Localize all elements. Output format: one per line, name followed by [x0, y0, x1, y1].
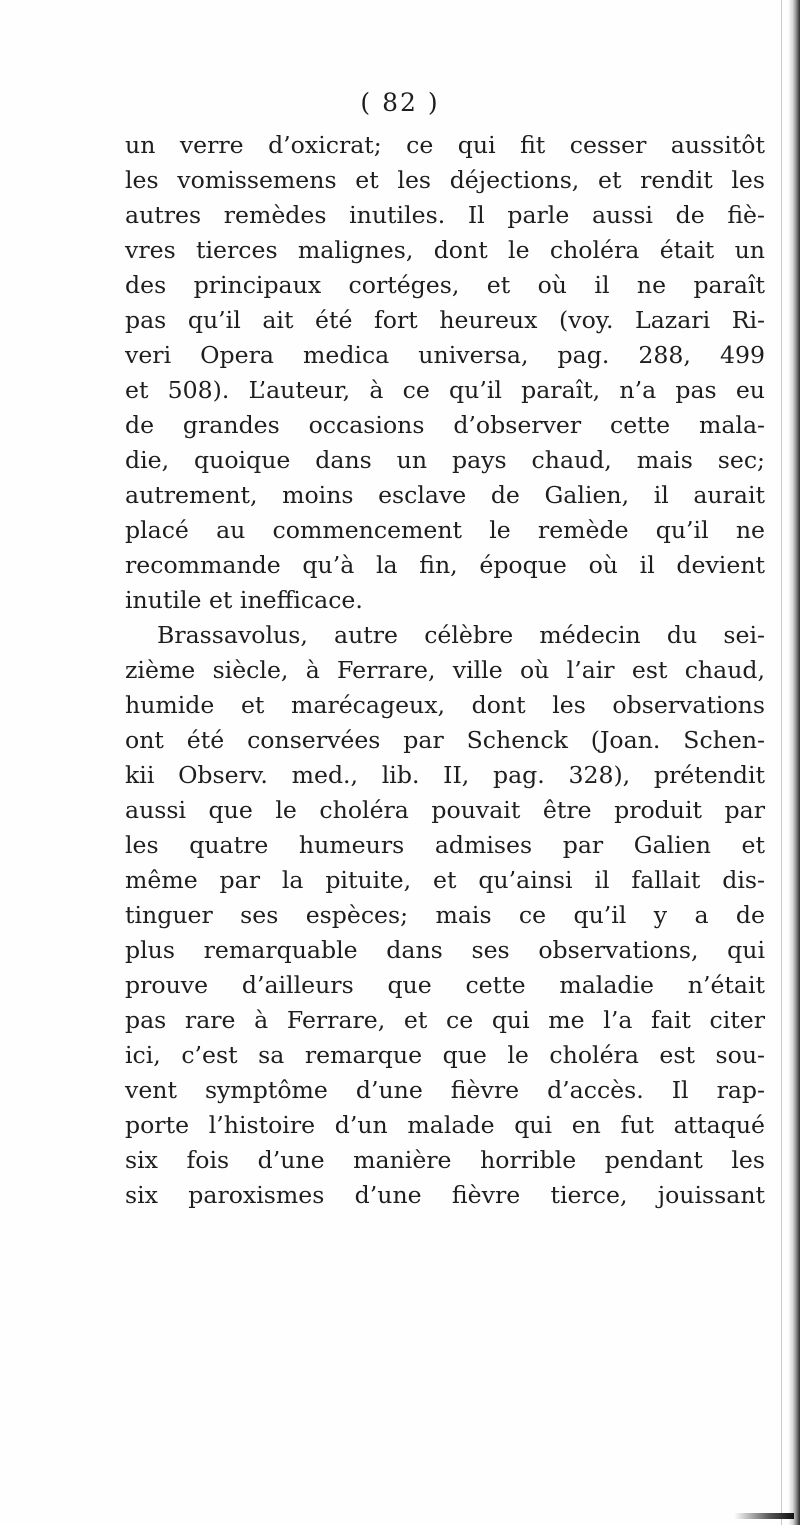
- text-line: les quatre humeurs admises par Galien et: [125, 831, 765, 859]
- text-line: humide et marécageux, dont les observations: [125, 691, 765, 719]
- text-line: autres remèdes inutiles. Il parle aussi de fiè-: [125, 201, 765, 229]
- text-line: six paroxismes d’une fièvre tierce, jouissant: [125, 1181, 765, 1209]
- text-line: porte l’histoire d’un malade qui en fut attaqué: [125, 1111, 765, 1139]
- text-line: tinguer ses espèces; mais ce qu’il y a de: [125, 901, 765, 929]
- text-line: kii Observ. med., lib. II, pag. 328), prétendit: [125, 761, 765, 789]
- text-line: vent symptôme d’une fièvre d’accès. Il rap-: [125, 1076, 765, 1104]
- paragraph-end-line: inutile et inefficace.: [125, 586, 363, 614]
- text-line: recommande qu’à la fin, époque où il devient: [125, 551, 765, 579]
- text-line: zième siècle, à Ferrare, ville où l’air est chaud,: [125, 656, 765, 684]
- text-line: six fois d’une manière horrible pendant les: [125, 1146, 765, 1174]
- text-line: vres tierces malignes, dont le choléra était un: [125, 236, 765, 264]
- text-line: pas rare à Ferrare, et ce qui me l’a fait citer: [125, 1006, 765, 1034]
- text-line: pas qu’il ait été fort heureux (voy. Lazari Ri-: [125, 306, 765, 334]
- text-line: et 508). L’auteur, à ce qu’il paraît, n’a pas eu: [125, 376, 765, 404]
- text-line: prouve d’ailleurs que cette maladie n’était: [125, 971, 765, 999]
- text-line: même par la pituite, et qu’ainsi il fallait dis-: [125, 866, 765, 894]
- text-line: des principaux cortéges, et où il ne paraît: [125, 271, 765, 299]
- page-edge-line: [781, 0, 782, 1525]
- text-line: de grandes occasions d’observer cette mala-: [125, 411, 765, 439]
- text-line: ont été conservées par Schenck (Joan. Schen-: [125, 726, 765, 754]
- text-line: ici, c’est sa remarque que le choléra est sou-: [125, 1041, 765, 1069]
- corner-shadow: [734, 1513, 794, 1519]
- page-number: ( 82 ): [360, 88, 440, 117]
- text-line: plus remarquable dans ses observations, qui: [125, 936, 765, 964]
- paragraph-start-line: Brassavolus, autre célèbre médecin du sei-: [157, 621, 765, 649]
- text-line: un verre d’oxicrat; ce qui fit cesser aussitôt: [125, 131, 765, 159]
- text-line: aussi que le choléra pouvait être produit par: [125, 796, 765, 824]
- text-line: die, quoique dans un pays chaud, mais sec;: [125, 446, 765, 474]
- text-line: veri Opera medica universa, pag. 288, 499: [125, 341, 765, 369]
- binding-shadow: [788, 0, 800, 1525]
- text-line: les vomissemens et les déjections, et rendit les: [125, 166, 765, 194]
- text-line: autrement, moins esclave de Galien, il aurait: [125, 481, 765, 509]
- body-text: [125, 128, 765, 1213]
- text-line: placé au commencement le remède qu’il ne: [125, 516, 765, 544]
